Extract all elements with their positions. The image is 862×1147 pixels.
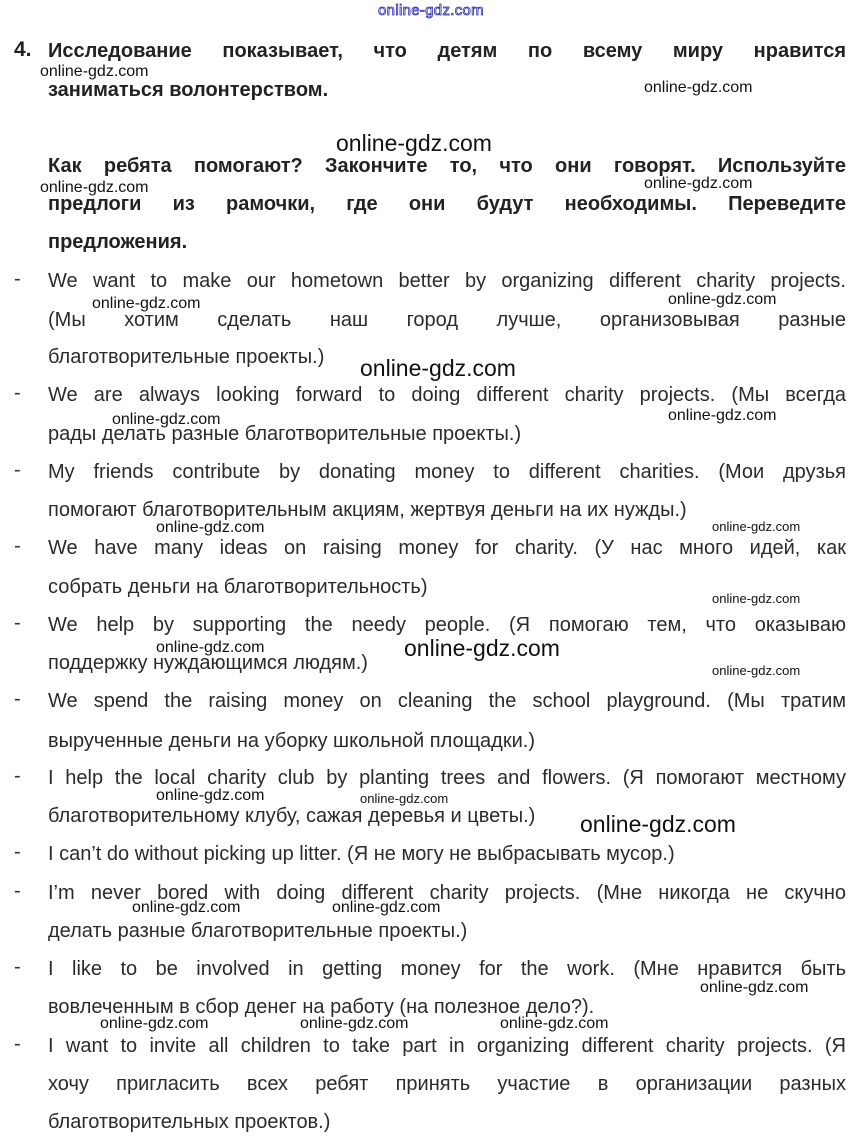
exercise-title-line: Исследование показывает, что детям по всему миру нравится	[48, 40, 846, 62]
watermark: online-gdz.com	[644, 79, 753, 96]
list-item-line: собрать деньги на благотворительность)	[48, 576, 428, 598]
list-dash: -	[14, 535, 21, 557]
watermark: online-gdz.com	[40, 63, 149, 80]
watermark: online-gdz.com	[712, 591, 801, 606]
list-dash: -	[14, 688, 21, 710]
list-item-line: (Мы хотим сделать наш город лучше, организовывая разные	[48, 309, 846, 331]
list-item-line: хочу пригласить всех ребят принять участие в организации разных	[48, 1073, 846, 1095]
list-dash: -	[14, 459, 21, 481]
watermark: online-gdz.com	[404, 635, 560, 661]
task-line: предлоги из рамочки, где они будут необходимы. Переведите	[48, 193, 846, 215]
watermark: online-gdz.com	[668, 291, 777, 308]
list-item-line: поддержку нуждающимся людям.)	[48, 652, 368, 674]
list-dash: -	[14, 1033, 21, 1055]
list-item-line: We help by supporting the needy people. (Я помогаю тем, что оказываю	[48, 614, 846, 636]
list-item-line: We want to make our hometown better by organizing different charity projects.	[48, 270, 846, 292]
list-item-line: благотворительному клубу, сажая деревья и цветы.)	[48, 805, 536, 827]
list-item-line: We spend the raising money on cleaning the school playground. (Мы тратим	[48, 690, 846, 712]
list-item-line: вырученные деньги на уборку школьной площадки.)	[48, 730, 535, 752]
watermark: online-gdz.com	[360, 791, 449, 806]
watermark: online-gdz.com	[156, 639, 265, 656]
list-dash: -	[14, 880, 21, 902]
list-dash: -	[14, 268, 21, 290]
list-dash: -	[14, 956, 21, 978]
list-dash: -	[14, 612, 21, 634]
list-item-line: благотворительных проектов.)	[48, 1111, 331, 1133]
watermark: online-gdz.com	[712, 519, 801, 534]
watermark: online-gdz.com	[332, 899, 441, 916]
list-dash: -	[14, 382, 21, 404]
watermark: online-gdz.com	[156, 519, 265, 536]
list-item-line: My friends contribute by donating money to different charities. (Мои друзья	[48, 461, 846, 483]
exercise-title-line: заниматься волонтерством.	[48, 79, 329, 101]
list-item-line: вовлеченным в сбор денег на работу (на полезное дело?).	[48, 996, 595, 1018]
watermark: online-gdz.com	[500, 1015, 609, 1032]
watermark: online-gdz.com	[156, 787, 265, 804]
watermark: online-gdz.com	[644, 175, 753, 192]
list-item-line: We are always looking forward to doing different charity projects. (Мы всегда	[48, 384, 846, 406]
task-line: предложения.	[48, 231, 188, 253]
watermark: online-gdz.com	[712, 663, 801, 678]
watermark: online-gdz.com	[92, 295, 201, 312]
watermark: online-gdz.com	[112, 411, 221, 428]
task-line: Как ребята помогают? Закончите то, что они говорят. Используйте	[48, 155, 846, 177]
list-item-line: I like to be involved in getting money for the work. (Мне нравится быть	[48, 958, 846, 980]
watermark: online-gdz.com	[132, 899, 241, 916]
list-item-line: I’m never bored with doing different charity projects. (Мне никогда не скучно	[48, 882, 846, 904]
watermark: online-gdz.com	[668, 407, 777, 424]
watermark: online-gdz.com	[700, 979, 809, 996]
watermark: online-gdz.com	[300, 1015, 409, 1032]
list-item-line: I can’t do without picking up litter. (Я не могу не выбрасывать мусор.)	[48, 843, 675, 865]
watermark: online-gdz.com	[360, 355, 516, 381]
list-item-line: We have many ideas on raising money for charity. (У нас много идей, как	[48, 537, 846, 559]
watermark: online-gdz.com	[336, 130, 492, 156]
list-item-line: I help the local charity club by planting trees and flowers. (Я помогают местному	[48, 767, 846, 789]
watermark: online-gdz.com	[40, 179, 149, 196]
list-dash: -	[14, 841, 21, 863]
list-item-line: помогают благотворительным акциям, жертвуя деньги на их нужды.)	[48, 499, 687, 521]
list-item-line: рады делать разные благотворительные проекты.)	[48, 423, 522, 445]
list-item-line: благотворительные проекты.)	[48, 346, 325, 368]
list-dash: -	[14, 765, 21, 787]
top-watermark: online-gdz.com	[378, 2, 484, 19]
list-item-line: I want to invite all children to take part in organizing different charity projects. (Я	[48, 1035, 846, 1057]
watermark: online-gdz.com	[580, 811, 736, 837]
exercise-number: 4.	[14, 38, 32, 61]
watermark: online-gdz.com	[100, 1015, 209, 1032]
list-item-line: делать разные благотворительные проекты.)	[48, 920, 468, 942]
